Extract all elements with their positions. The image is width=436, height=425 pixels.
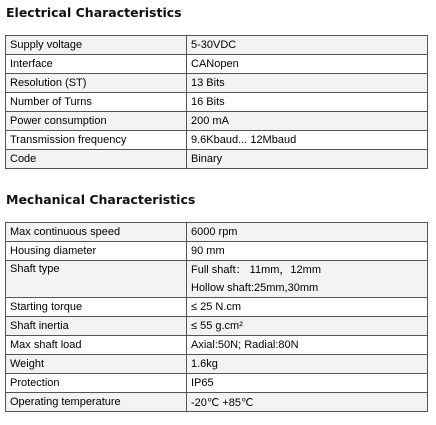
spec-value: CANopen — [187, 55, 428, 74]
table-row — [6, 317, 428, 336]
table-row — [6, 36, 428, 55]
spec-value: Axial:50N; Radial:80N — [187, 336, 428, 355]
table-row — [6, 223, 428, 242]
table-row — [6, 374, 428, 393]
spec-value: ≤ 25 N.cm — [187, 298, 428, 317]
table-row — [6, 150, 428, 169]
spec-label: Max continuous speed — [6, 223, 187, 242]
electrical-characteristics-table — [5, 35, 428, 169]
table-row — [6, 93, 428, 112]
spec-label: Shaft inertia — [6, 317, 187, 336]
spec-value: 200 mA — [187, 112, 428, 131]
electrical-characteristics-heading: Electrical Characteristics — [6, 5, 182, 20]
table-row — [6, 261, 428, 298]
spec-label: Protection — [6, 374, 187, 393]
spec-value: 1.6kg — [187, 355, 428, 374]
spec-value: Binary — [187, 150, 428, 169]
spec-label: Weight — [6, 355, 187, 374]
spec-label: Interface — [6, 55, 187, 74]
table-row — [6, 355, 428, 374]
spec-value: -20℃ +85℃ — [187, 393, 428, 412]
table-row — [6, 112, 428, 131]
spec-value: 6000 rpm — [187, 223, 428, 242]
spec-label: Code — [6, 150, 187, 169]
spec-value: 5-30VDC — [187, 36, 428, 55]
spec-label: Transmission frequency — [6, 131, 187, 150]
table-row — [6, 336, 428, 355]
spec-label: Operating temperature — [6, 393, 187, 412]
spec-value: 90 mm — [187, 242, 428, 261]
spec-label: Housing diameter — [6, 242, 187, 261]
spec-label: Power consumption — [6, 112, 187, 131]
spec-value: 9.6Kbaud... 12Mbaud — [187, 131, 428, 150]
spec-label: Resolution (ST) — [6, 74, 187, 93]
spec-label: Max shaft load — [6, 336, 187, 355]
table-row — [6, 131, 428, 150]
spec-value: 16 Bits — [187, 93, 428, 112]
spec-value: ≤ 55 g.cm² — [187, 317, 428, 336]
mechanical-characteristics-table — [5, 222, 428, 412]
table-row — [6, 55, 428, 74]
table-row — [6, 393, 428, 412]
spec-label: Supply voltage — [6, 36, 187, 55]
shaft-type-hollow: Hollow shaft:25mm,30mm — [191, 282, 319, 294]
spec-label: Starting torque — [6, 298, 187, 317]
spec-value-multiline — [187, 261, 428, 298]
table-row — [6, 74, 428, 93]
table-row — [6, 242, 428, 261]
table-row — [6, 298, 428, 317]
mechanical-characteristics-heading: Mechanical Characteristics — [6, 192, 196, 207]
spec-label: Number of Turns — [6, 93, 187, 112]
spec-value: 13 Bits — [187, 74, 428, 93]
spec-value: IP65 — [187, 374, 428, 393]
spec-label: Shaft type — [6, 261, 187, 298]
shaft-type-full: Full shaft： 11mm，12mm — [191, 264, 321, 276]
